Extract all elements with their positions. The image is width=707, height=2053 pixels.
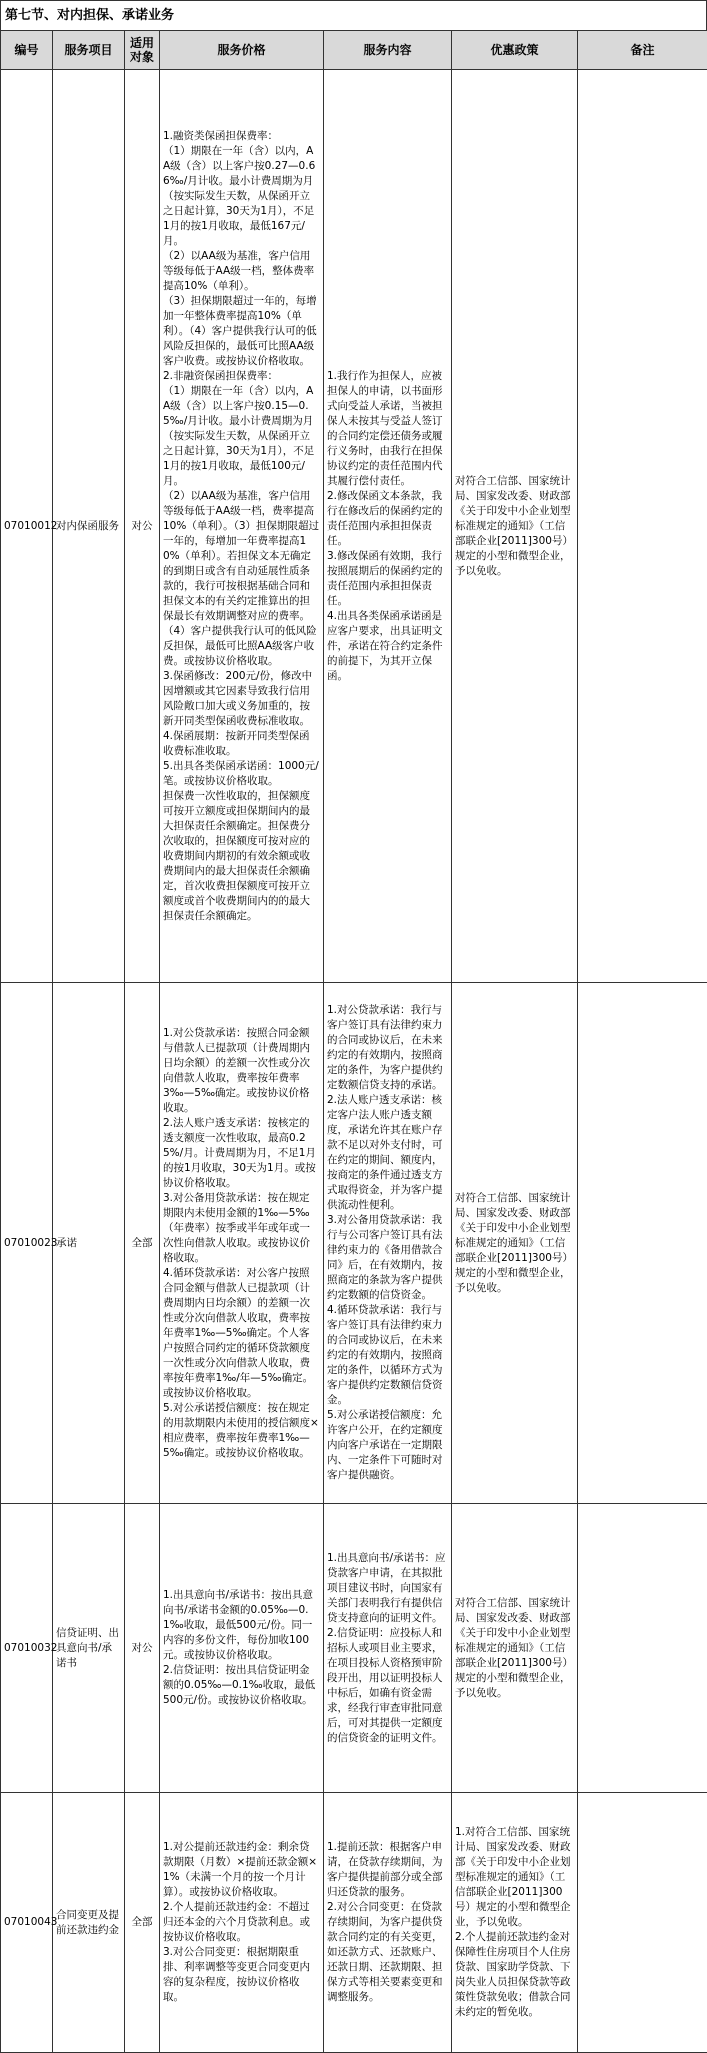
- row-object: 全部: [125, 983, 160, 1504]
- row-note: [578, 70, 707, 983]
- table-row: [1, 70, 707, 983]
- row-price: 1.出具意向书/承诺书：按出具意向书/承诺书金额的0.05‰—0.1‰收取，最低500元/份。同一内容的多份文件，每份加收100元。或按协议价格收取。 2.信贷证明：按出具信贷证明金额的0.05‰—0.1‰收取，最低500元/份。或按协议价格收取。: [160, 1504, 324, 1793]
- row-item: 承诺: [53, 983, 125, 1504]
- row-policy: 对符合工信部、国家统计局、国家发改委、财政部《关于印发中小企业划型标准规定的通知》（工信部联企业[2011]300号）规定的小型和微型企业，予以免收。: [452, 983, 578, 1504]
- header-row: [1, 31, 707, 70]
- header-item: 服务项目: [53, 31, 125, 70]
- row-policy: 对符合工信部、国家统计局、国家发改委、财政部《关于印发中小企业划型标准规定的通知》（工信部联企业[2011]300号）规定的小型和微型企业，予以免收。: [452, 70, 578, 983]
- row-policy: 1.对符合工信部、国家统计局、国家发改委、财政部《关于印发中小企业划型标准规定的通知》（工信部联企业[2011]300号）规定的小型和微型企业，予以免收。 2.个人提前还款违约金对保障性住房项目个人住房贷款、国家助学贷款、下岗失业人员担保贷款等政策性贷款免收；借款合同未约定的暂免收。: [452, 1793, 578, 2053]
- row-note: [578, 1793, 707, 2053]
- header-code: 编号: [1, 31, 53, 70]
- row-price: 1.融资类保函担保费率： （1）期限在一年（含）以内，AA级（含）以上客户按0.27—0.66‰/月计收。最小计费周期为月（按实际发生天数，从保函开立之日起计算，30天为1月），不足1月的按1月收取，最低167元/月。 （2）以AA级为基准，客户信用等级每低于AA级一档，整体费率提高10%（单利）。 （3）担保期限超过一年的，每增加一年整体费率提高10%（单利）。（4）客户提供我行认可的低风险反担保的，最低可比照AA级客户收费。或按协议价格收取。 2.非融资保函担保费率： （1）期限在一年（含）以内，AA级（含）以上客户按0.15—0.5‰/月计收。最小计费周期为月（按实际发生天数，从保函开立之日起计算，30天为1月），不足1月的按1月收取，最低100元/月。 （2）以AA级为基准，客户信用等级每低于AA级一档，费率提高10%（单利）。（3）担保期限超过一年的，每增加一年费率提高10%（单利）。若担保文本无确定的到期日或含有自动延展性质条款的，我行可按根据基础合同和担保文本的有关约定推算出的担保最长有效期调整对应的费率。（4）客户提供我行认可的低风险反担保，最低可比照AA级客户收费。或按协议价格收取。 3.保函修改：200元/份，修改中因增额或其它因素导致我行信用风险敞口加大或义务加重的，按新开同类型保函收费标准收取。 4.保函展期：按新开同类型保函收费标准收取。 5.出具各类保函承诺函：1000元/笔。或按协议价格收取。 担保费一次性收取的，担保额度可按开立额度或担保期间内的最大担保责任余额确定。担保费分次收取的，担保额度可按对应的收费期间内期初的有效余额或收费期间内的最大担保责任余额确定，首次收费担保额度可按开立额度或首个收费期间内的的最大担保责任余额确定。: [160, 70, 324, 983]
- row-code: 07010023: [1, 983, 53, 1504]
- header-note: 备注: [578, 31, 707, 70]
- row-content: 1.提前还款：根据客户申请，在贷款存续期间，为客户提供提前部分或全部归还贷款的服务。 2.对公合同变更：在贷款存续期间，为客户提供贷款合同约定的有关变更，如还款方式、还款账户、还款日期、还款期限、担保方式等相关要素变更和调整服务。: [324, 1793, 452, 2053]
- row-item: 信贷证明、出具意向书/承诺书: [53, 1504, 125, 1793]
- row-item: 对内保函服务: [53, 70, 125, 983]
- header-content: 服务内容: [324, 31, 452, 70]
- row-code: 07010012: [1, 70, 53, 983]
- table-row: [1, 983, 707, 1504]
- row-price: 1.对公贷款承诺：按照合同金额与借款人已提款项（计费周期内日均余额）的差额一次性或分次向借款人收取，费率按年费率3‰—5‰确定。或按协议价格收取。 2.法人账户透支承诺：按核定的透支额度一次性收取，最高0.25%/月。计费周期为月，不足1月的按1月收取，30天为1月。或按协议价格收取。 3.对公备用贷款承诺：按在规定期限内未使用金额的1‰—5‰（年费率）按季或半年或年或一次性向借款人收取。或按协议价格收取。 4.循环贷款承诺：对公客户按照合同金额与借款人已提款项（计费周期内日均余额）的差额一次性或分次向借款人收取，费率按年费率1‰—5‰确定。个人客户按照合同约定的循环贷款额度一次性或分次向借款人收取，费率按年费率1‰/年—5‰确定。或按协议价格收取。 5.对公承诺授信额度：按在规定的用款期限内未使用的授信额度×相应费率，费率按年费率1‰—5‰确定。或按协议价格收取。: [160, 983, 324, 1504]
- row-content: 1.出具意向书/承诺书：应贷款客户申请，在其拟批项目建议书时，向国家有关部门表明我行有提供信贷支持意向的证明文件。 2.信贷证明：应投标人和招标人或项目业主要求，在项目投标人资格预审阶段开出，用以证明投标人中标后，如确有资金需求，经我行审查审批同意后，可对其提供一定额度的信贷资金的证明文件。: [324, 1504, 452, 1793]
- header-policy: 优惠政策: [452, 31, 578, 70]
- row-object: 对公: [125, 1504, 160, 1793]
- row-content: 1.我行作为担保人，应被担保人的申请，以书面形式向受益人承诺，当被担保人未按其与受益人签订的合同约定偿还债务或履行义务时，由我行在担保协议约定的责任范围内代其履行偿付责任。 2.修改保函文本条款，我行在修改后的保函约定的责任范围内承担担保责任。 3.修改保函有效期，我行按照展期后的保函约定的责任范围内承担担保责任。 4.出具各类保函承诺函是应客户要求，出具证明文件，承诺在符合约定条件的前提下，为其开立保函。: [324, 70, 452, 983]
- table-row: [1, 1504, 707, 1793]
- section-title: 第七节、对内担保、承诺业务: [0, 0, 707, 30]
- row-code: 07010043: [1, 1793, 53, 2053]
- row-content: 1.对公贷款承诺：我行与客户签订具有法律约束力的合同或协议后，在未来约定的有效期内，按照商定的条件，为客户提供约定数额信贷支持的承诺。 2.法人账户透支承诺：核定客户法人账户透支额度，承诺允许其在账户存款不足以对外支付时，可在约定的期间、额度内，按商定的条件通过透支方式取得资金，并为客户提供流动性便利。 3.对公备用贷款承诺：我行与公司客户签订具有法律约束力的《备用借款合同》后，在有效期内，按照商定的条款为客户提供约定数额的信贷资金。 4.循环贷款承诺：我行与客户签订具有法律约束力的合同或协议后，在未来约定的有效期内，按照商定的条件，以循环方式为客户提供约定数额信贷资金。 5.对公承诺授信额度：允许客户公开，在约定额度内向客户承诺在一定期限内、一定条件下可随时对客户提供融资。: [324, 983, 452, 1504]
- row-object: 全部: [125, 1793, 160, 2053]
- row-policy: 对符合工信部、国家统计局、国家发改委、财政部《关于印发中小企业划型标准规定的通知》（工信部联企业[2011]300号）规定的小型和微型企业，予以免收。: [452, 1504, 578, 1793]
- row-code: 07010032: [1, 1504, 53, 1793]
- row-item: 合同变更及提前还款违约金: [53, 1793, 125, 2053]
- header-price: 服务价格: [160, 31, 324, 70]
- row-note: [578, 1504, 707, 1793]
- row-object: 对公: [125, 70, 160, 983]
- row-price: 1.对公提前还款违约金：剩余贷款期限（月数）×提前还款金额×1%（未满一个月的按一个月计算）。或按协议价格收取。 2.个人提前还款违约金：不超过归还本金的六个月贷款利息。或按协议价格收取。 3.对公合同变更：根据期限重排、利率调整等变更合同变更内容的复杂程度，按协议价格收取。: [160, 1793, 324, 2053]
- fee-table: [0, 30, 707, 2053]
- header-object: 适用对象: [125, 31, 160, 70]
- table-row: [1, 1793, 707, 2053]
- row-note: [578, 983, 707, 1504]
